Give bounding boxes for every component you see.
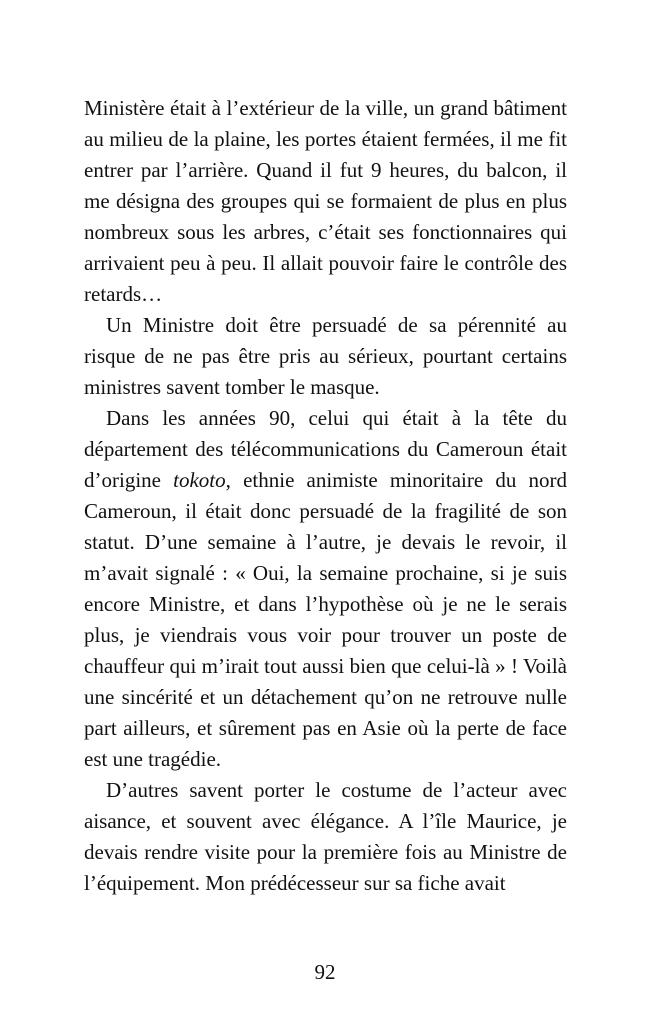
body-text — [84, 93, 567, 899]
paragraph-1-text: Ministère était à l’extérieur de la ville, un grand bâtiment au milieu de la plaine, les portes étaient fermées, il me fit entrer par l’arrière. Quand il fut 9 heures, du balcon, il me désigna des groupes qui se formaient de plus en plus nombreux sous les arbres, c’était ses fonctionnaires qui arrivaient peu à peu. Il allait pouvoir faire le contrôle des retards… — [84, 96, 567, 306]
paragraph-2 — [84, 310, 567, 403]
paragraph-4 — [84, 775, 567, 899]
paragraph-3-text-a: Dans les années 90, celui qui était à la tête du département des télécommunications du Cameroun était d’origine — [84, 406, 567, 492]
page-number: 92 — [314, 960, 336, 984]
paragraph-1 — [84, 93, 567, 310]
paragraph-4-text: D’autres savent porter le costume de l’acteur avec aisance, et souvent avec élégance. A l’île Maurice, je devais rendre visite pour la première fois au Ministre de l’équipement. Mon prédécesseur sur sa fiche avait — [84, 778, 567, 895]
paragraph-3-text-b: , ethnie animiste minoritaire du nord Cameroun, il était donc persuadé de la fragilité de son statut. D’une semaine à l’autre, je devais le revoir, il m’avait signalé : « Oui, la semaine prochaine, si je suis encore Ministre, et dans l’hypothèse où je ne le serais plus, je viendrais vous voir pour trouver un poste de chauffeur qui m’irait tout aussi bien que celui-là » ! Voilà une sincérité et un détachement qu’on ne retrouve nulle part ailleurs, et sûrement pas en Asie où la perte de face est une tragédie. — [84, 468, 567, 771]
paragraph-3-italic-term: tokoto — [173, 468, 226, 492]
paragraph-3 — [84, 403, 567, 775]
paragraph-2-text: Un Ministre doit être persuadé de sa pérennité au risque de ne pas être pris au sérieux, pourtant certains ministres savent tomber le masque. — [84, 313, 567, 399]
